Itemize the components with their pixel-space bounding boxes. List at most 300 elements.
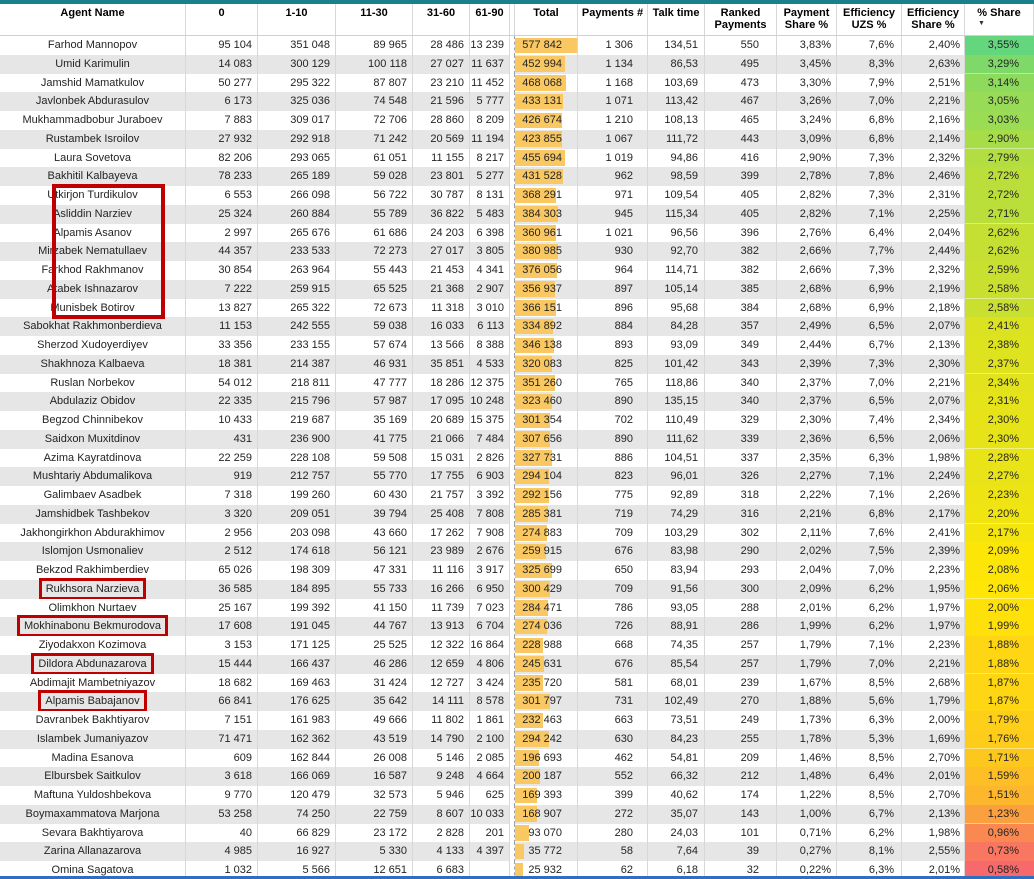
ranked-cell[interactable]: 495 xyxy=(705,55,777,75)
b11_30-cell[interactable]: 43 660 xyxy=(336,524,413,544)
eff_uzs-cell[interactable]: 6,3% xyxy=(837,711,902,731)
total-cell[interactable] xyxy=(515,674,578,694)
column-header-payments[interactable] xyxy=(578,4,648,35)
share-pct-cell-colored[interactable]: 2,27% xyxy=(965,467,1034,487)
name-cell[interactable] xyxy=(0,411,186,431)
table-row[interactable] xyxy=(0,580,1034,599)
table-row[interactable] xyxy=(0,205,1034,224)
total-cell[interactable] xyxy=(515,280,578,300)
b31_60-cell[interactable]: 5 946 xyxy=(413,786,470,806)
b11_30-cell[interactable]: 72 273 xyxy=(336,242,413,262)
b1_10-cell[interactable]: 162 362 xyxy=(258,730,336,750)
eff_uzs-cell[interactable]: 6,9% xyxy=(837,280,902,300)
b0-cell[interactable]: 71 471 xyxy=(186,730,258,750)
eff_share-cell[interactable]: 1,97% xyxy=(902,599,965,619)
eff_uzs-cell[interactable]: 7,9% xyxy=(837,74,902,94)
payments-cell[interactable]: 897 xyxy=(578,280,648,300)
name-cell[interactable] xyxy=(0,336,186,356)
talk-cell[interactable]: 91,56 xyxy=(648,580,705,600)
b11_30-cell[interactable]: 43 519 xyxy=(336,730,413,750)
table-row[interactable] xyxy=(0,786,1034,805)
talk-cell[interactable]: 74,29 xyxy=(648,505,705,525)
pay_share-cell[interactable]: 1,99% xyxy=(777,617,837,637)
b1_10-cell[interactable]: 219 687 xyxy=(258,411,336,431)
total-cell[interactable] xyxy=(515,617,578,637)
payments-cell[interactable]: 1 019 xyxy=(578,149,648,169)
total-cell[interactable] xyxy=(515,111,578,131)
table-row[interactable] xyxy=(0,336,1034,355)
talk-cell[interactable]: 96,56 xyxy=(648,224,705,244)
eff_uzs-cell[interactable]: 5,6% xyxy=(837,692,902,712)
talk-cell[interactable]: 115,34 xyxy=(648,205,705,225)
b0-cell[interactable]: 609 xyxy=(186,749,258,769)
payments-cell[interactable]: 886 xyxy=(578,449,648,469)
share-pct-cell-colored[interactable]: 2,06% xyxy=(965,580,1034,600)
eff_share-cell[interactable]: 2,30% xyxy=(902,355,965,375)
name-cell[interactable] xyxy=(0,299,186,319)
b61_90-cell[interactable]: 7 484 xyxy=(470,430,510,450)
ranked-cell[interactable]: 405 xyxy=(705,205,777,225)
eff_uzs-cell[interactable]: 7,7% xyxy=(837,242,902,262)
table-row[interactable] xyxy=(0,261,1034,280)
b31_60-cell[interactable]: 16 266 xyxy=(413,580,470,600)
eff_share-cell[interactable]: 2,01% xyxy=(902,861,965,879)
table-row[interactable] xyxy=(0,486,1034,505)
eff_uzs-cell[interactable]: 6,5% xyxy=(837,430,902,450)
table-row[interactable] xyxy=(0,299,1034,318)
pay_share-cell[interactable]: 0,22% xyxy=(777,861,837,879)
b0-cell[interactable]: 13 827 xyxy=(186,299,258,319)
ranked-cell[interactable]: 286 xyxy=(705,617,777,637)
talk-cell[interactable]: 66,32 xyxy=(648,767,705,787)
name-cell[interactable] xyxy=(0,674,186,694)
eff_share-cell[interactable]: 2,13% xyxy=(902,805,965,825)
name-cell[interactable] xyxy=(0,36,186,56)
pay_share-cell[interactable]: 3,83% xyxy=(777,36,837,56)
name-cell[interactable] xyxy=(0,542,186,562)
b0-cell[interactable]: 4 985 xyxy=(186,842,258,862)
b0-cell[interactable]: 7 222 xyxy=(186,280,258,300)
eff_share-cell[interactable]: 2,07% xyxy=(902,392,965,412)
pay_share-cell[interactable]: 2,09% xyxy=(777,580,837,600)
payments-cell[interactable]: 1 306 xyxy=(578,36,648,56)
table-row[interactable] xyxy=(0,242,1034,261)
b61_90-cell[interactable]: 8 209 xyxy=(470,111,510,131)
pay_share-cell[interactable]: 2,30% xyxy=(777,411,837,431)
b61_90-cell[interactable]: 201 xyxy=(470,824,510,844)
share-pct-cell-colored[interactable]: 2,28% xyxy=(965,449,1034,469)
b0-cell[interactable]: 22 259 xyxy=(186,449,258,469)
name-cell[interactable] xyxy=(0,711,186,731)
payments-cell[interactable]: 1 134 xyxy=(578,55,648,75)
name-cell[interactable] xyxy=(0,55,186,75)
b11_30-cell[interactable]: 57 674 xyxy=(336,336,413,356)
eff_share-cell[interactable]: 2,51% xyxy=(902,74,965,94)
b1_10-cell[interactable]: 259 915 xyxy=(258,280,336,300)
b0-cell[interactable]: 66 841 xyxy=(186,692,258,712)
total-cell[interactable] xyxy=(515,824,578,844)
b11_30-cell[interactable]: 57 987 xyxy=(336,392,413,412)
payments-cell[interactable]: 825 xyxy=(578,355,648,375)
b0-cell[interactable]: 6 553 xyxy=(186,186,258,206)
payments-cell[interactable]: 668 xyxy=(578,636,648,656)
name-cell[interactable] xyxy=(0,92,186,112)
b61_90-cell[interactable]: 3 917 xyxy=(470,561,510,581)
pay_share-cell[interactable]: 2,02% xyxy=(777,542,837,562)
total-cell[interactable] xyxy=(515,392,578,412)
payments-cell[interactable]: 1 071 xyxy=(578,92,648,112)
b61_90-cell[interactable]: 6 950 xyxy=(470,580,510,600)
pay_share-cell[interactable]: 1,00% xyxy=(777,805,837,825)
eff_share-cell[interactable]: 2,39% xyxy=(902,542,965,562)
pay_share-cell[interactable]: 1,79% xyxy=(777,655,837,675)
talk-cell[interactable]: 74,35 xyxy=(648,636,705,656)
ranked-cell[interactable]: 340 xyxy=(705,392,777,412)
eff_uzs-cell[interactable]: 7,5% xyxy=(837,542,902,562)
b11_30-cell[interactable]: 56 121 xyxy=(336,542,413,562)
eff_uzs-cell[interactable]: 6,8% xyxy=(837,505,902,525)
talk-cell[interactable]: 88,91 xyxy=(648,617,705,637)
share-pct-cell-colored[interactable]: 2,90% xyxy=(965,130,1034,150)
b31_60-cell[interactable]: 12 659 xyxy=(413,655,470,675)
b31_60-cell[interactable]: 36 822 xyxy=(413,205,470,225)
ranked-cell[interactable]: 443 xyxy=(705,130,777,150)
share-pct-cell-colored[interactable]: 1,87% xyxy=(965,674,1034,694)
pay_share-cell[interactable]: 2,44% xyxy=(777,336,837,356)
b0-cell[interactable]: 25 324 xyxy=(186,205,258,225)
b0-cell[interactable]: 14 083 xyxy=(186,55,258,75)
table-row[interactable] xyxy=(0,505,1034,524)
ranked-cell[interactable]: 382 xyxy=(705,242,777,262)
share-pct-cell-colored[interactable]: 2,58% xyxy=(965,299,1034,319)
talk-cell[interactable]: 24,03 xyxy=(648,824,705,844)
table-row[interactable] xyxy=(0,280,1034,299)
share-pct-cell-colored[interactable]: 1,88% xyxy=(965,636,1034,656)
b0-cell[interactable]: 82 206 xyxy=(186,149,258,169)
b61_90-cell[interactable]: 4 806 xyxy=(470,655,510,675)
b0-cell[interactable]: 17 608 xyxy=(186,617,258,637)
payments-cell[interactable]: 962 xyxy=(578,167,648,187)
share-pct-cell-colored[interactable]: 1,51% xyxy=(965,786,1034,806)
pay_share-cell[interactable]: 1,73% xyxy=(777,711,837,731)
talk-cell[interactable]: 110,49 xyxy=(648,411,705,431)
eff_uzs-cell[interactable]: 6,3% xyxy=(837,449,902,469)
eff_uzs-cell[interactable]: 6,4% xyxy=(837,224,902,244)
pay_share-cell[interactable]: 2,37% xyxy=(777,374,837,394)
table-row[interactable] xyxy=(0,467,1034,486)
b11_30-cell[interactable]: 47 331 xyxy=(336,561,413,581)
pay_share-cell[interactable]: 2,82% xyxy=(777,186,837,206)
table-row[interactable] xyxy=(0,374,1034,393)
payments-cell[interactable]: 663 xyxy=(578,711,648,731)
payments-cell[interactable]: 552 xyxy=(578,767,648,787)
table-row[interactable] xyxy=(0,36,1034,55)
talk-cell[interactable]: 83,98 xyxy=(648,542,705,562)
talk-cell[interactable]: 105,14 xyxy=(648,280,705,300)
share-pct-cell-colored[interactable]: 1,23% xyxy=(965,805,1034,825)
name-cell[interactable] xyxy=(0,730,186,750)
name-cell[interactable] xyxy=(0,224,186,244)
share-pct-cell-colored[interactable]: 2,58% xyxy=(965,280,1034,300)
b1_10-cell[interactable]: 66 829 xyxy=(258,824,336,844)
payments-cell[interactable]: 676 xyxy=(578,542,648,562)
pay_share-cell[interactable]: 0,71% xyxy=(777,824,837,844)
pay_share-cell[interactable]: 3,09% xyxy=(777,130,837,150)
eff_share-cell[interactable]: 2,70% xyxy=(902,749,965,769)
b1_10-cell[interactable]: 203 098 xyxy=(258,524,336,544)
b11_30-cell[interactable]: 55 443 xyxy=(336,261,413,281)
b31_60-cell[interactable]: 20 569 xyxy=(413,130,470,150)
b11_30-cell[interactable]: 32 573 xyxy=(336,786,413,806)
share-pct-cell-colored[interactable]: 1,99% xyxy=(965,617,1034,637)
b61_90-cell[interactable]: 11 637 xyxy=(470,55,510,75)
total-cell[interactable] xyxy=(515,655,578,675)
talk-cell[interactable]: 118,86 xyxy=(648,374,705,394)
total-cell[interactable] xyxy=(515,374,578,394)
payments-cell[interactable]: 62 xyxy=(578,861,648,879)
ranked-cell[interactable]: 399 xyxy=(705,167,777,187)
b0-cell[interactable]: 54 012 xyxy=(186,374,258,394)
b1_10-cell[interactable]: 120 479 xyxy=(258,786,336,806)
eff_share-cell[interactable]: 2,13% xyxy=(902,336,965,356)
table-row[interactable] xyxy=(0,449,1034,468)
b1_10-cell[interactable]: 212 757 xyxy=(258,467,336,487)
name-cell[interactable] xyxy=(0,261,186,281)
talk-cell[interactable]: 108,13 xyxy=(648,111,705,131)
eff_share-cell[interactable]: 2,34% xyxy=(902,411,965,431)
b31_60-cell[interactable]: 11 802 xyxy=(413,711,470,731)
total-cell[interactable] xyxy=(515,599,578,619)
talk-cell[interactable]: 103,69 xyxy=(648,74,705,94)
column-header-ranked[interactable] xyxy=(705,4,777,35)
talk-cell[interactable]: 7,64 xyxy=(648,842,705,862)
payments-cell[interactable]: 702 xyxy=(578,411,648,431)
payments-cell[interactable]: 823 xyxy=(578,467,648,487)
b0-cell[interactable]: 2 512 xyxy=(186,542,258,562)
share-pct-cell-colored[interactable]: 3,03% xyxy=(965,111,1034,131)
b61_90-cell[interactable]: 2 676 xyxy=(470,542,510,562)
b0-cell[interactable]: 7 151 xyxy=(186,711,258,731)
payments-cell[interactable]: 786 xyxy=(578,599,648,619)
column-header-total[interactable] xyxy=(515,4,578,35)
b1_10-cell[interactable]: 174 618 xyxy=(258,542,336,562)
table-row[interactable] xyxy=(0,805,1034,824)
ranked-cell[interactable]: 416 xyxy=(705,149,777,169)
share-pct-cell-colored[interactable]: 0,96% xyxy=(965,824,1034,844)
b61_90-cell[interactable]: 2 907 xyxy=(470,280,510,300)
b1_10-cell[interactable]: 74 250 xyxy=(258,805,336,825)
talk-cell[interactable]: 85,54 xyxy=(648,655,705,675)
name-cell[interactable] xyxy=(0,749,186,769)
column-header-talk[interactable] xyxy=(648,4,705,35)
eff_share-cell[interactable]: 2,55% xyxy=(902,842,965,862)
eff_share-cell[interactable]: 1,79% xyxy=(902,692,965,712)
payments-cell[interactable]: 719 xyxy=(578,505,648,525)
table-row[interactable] xyxy=(0,92,1034,111)
share-pct-cell-colored[interactable]: 3,05% xyxy=(965,92,1034,112)
b61_90-cell[interactable]: 11 194 xyxy=(470,130,510,150)
b11_30-cell[interactable]: 55 789 xyxy=(336,205,413,225)
eff_share-cell[interactable]: 2,16% xyxy=(902,111,965,131)
b61_90-cell[interactable]: 4 341 xyxy=(470,261,510,281)
share-pct-cell-colored[interactable]: 2,41% xyxy=(965,317,1034,337)
pay_share-cell[interactable]: 1,22% xyxy=(777,786,837,806)
b1_10-cell[interactable]: 198 309 xyxy=(258,561,336,581)
b0-cell[interactable]: 30 854 xyxy=(186,261,258,281)
ranked-cell[interactable]: 288 xyxy=(705,599,777,619)
ranked-cell[interactable]: 318 xyxy=(705,486,777,506)
payments-cell[interactable]: 1 021 xyxy=(578,224,648,244)
eff_uzs-cell[interactable]: 6,8% xyxy=(837,111,902,131)
total-cell[interactable] xyxy=(515,355,578,375)
b0-cell[interactable]: 1 032 xyxy=(186,861,258,879)
b11_30-cell[interactable]: 41 775 xyxy=(336,430,413,450)
ranked-cell[interactable]: 473 xyxy=(705,74,777,94)
column-header-b1_10[interactable] xyxy=(258,4,336,35)
pay_share-cell[interactable]: 2,36% xyxy=(777,430,837,450)
total-cell[interactable] xyxy=(515,805,578,825)
b61_90-cell[interactable]: 5 777 xyxy=(470,92,510,112)
b0-cell[interactable]: 10 433 xyxy=(186,411,258,431)
table-row[interactable] xyxy=(0,655,1034,674)
eff_share-cell[interactable]: 1,97% xyxy=(902,617,965,637)
b1_10-cell[interactable]: 351 048 xyxy=(258,36,336,56)
pay_share-cell[interactable]: 2,01% xyxy=(777,599,837,619)
b1_10-cell[interactable]: 292 918 xyxy=(258,130,336,150)
b1_10-cell[interactable]: 199 260 xyxy=(258,486,336,506)
total-cell[interactable] xyxy=(515,55,578,75)
total-cell[interactable] xyxy=(515,711,578,731)
b31_60-cell[interactable]: 21 757 xyxy=(413,486,470,506)
pay_share-cell[interactable]: 2,90% xyxy=(777,149,837,169)
ranked-cell[interactable]: 257 xyxy=(705,636,777,656)
b31_60-cell[interactable]: 12 322 xyxy=(413,636,470,656)
total-cell[interactable] xyxy=(515,261,578,281)
eff_uzs-cell[interactable]: 8,5% xyxy=(837,749,902,769)
eff_uzs-cell[interactable]: 6,8% xyxy=(837,130,902,150)
b0-cell[interactable]: 7 318 xyxy=(186,486,258,506)
b11_30-cell[interactable]: 31 424 xyxy=(336,674,413,694)
payments-cell[interactable]: 1 067 xyxy=(578,130,648,150)
b1_10-cell[interactable]: 162 844 xyxy=(258,749,336,769)
b61_90-cell[interactable]: 3 010 xyxy=(470,299,510,319)
ranked-cell[interactable]: 290 xyxy=(705,542,777,562)
table-row[interactable] xyxy=(0,186,1034,205)
b1_10-cell[interactable]: 236 900 xyxy=(258,430,336,450)
total-cell[interactable] xyxy=(515,130,578,150)
name-cell[interactable] xyxy=(0,392,186,412)
eff_uzs-cell[interactable]: 6,2% xyxy=(837,824,902,844)
b61_90-cell[interactable] xyxy=(470,861,510,879)
b11_30-cell[interactable]: 56 722 xyxy=(336,186,413,206)
b1_10-cell[interactable]: 265 322 xyxy=(258,299,336,319)
talk-cell[interactable]: 134,51 xyxy=(648,36,705,56)
ranked-cell[interactable]: 143 xyxy=(705,805,777,825)
b31_60-cell[interactable]: 11 318 xyxy=(413,299,470,319)
sort-descending-icon[interactable]: ▼ xyxy=(978,20,985,27)
payments-cell[interactable]: 462 xyxy=(578,749,648,769)
ranked-cell[interactable]: 343 xyxy=(705,355,777,375)
b31_60-cell[interactable]: 21 596 xyxy=(413,92,470,112)
name-cell[interactable] xyxy=(0,617,186,637)
b0-cell[interactable]: 7 883 xyxy=(186,111,258,131)
b0-cell[interactable]: 6 173 xyxy=(186,92,258,112)
eff_uzs-cell[interactable]: 7,3% xyxy=(837,186,902,206)
b61_90-cell[interactable]: 4 664 xyxy=(470,767,510,787)
b11_30-cell[interactable]: 23 172 xyxy=(336,824,413,844)
eff_uzs-cell[interactable]: 7,6% xyxy=(837,524,902,544)
column-header-b61_90[interactable] xyxy=(470,4,510,35)
ranked-cell[interactable]: 255 xyxy=(705,730,777,750)
b61_90-cell[interactable]: 7 808 xyxy=(470,505,510,525)
column-header-eff_uzs[interactable] xyxy=(837,4,902,35)
b0-cell[interactable]: 78 233 xyxy=(186,167,258,187)
eff_uzs-cell[interactable]: 7,0% xyxy=(837,655,902,675)
payments-cell[interactable]: 893 xyxy=(578,336,648,356)
b11_30-cell[interactable]: 59 508 xyxy=(336,449,413,469)
b11_30-cell[interactable]: 74 548 xyxy=(336,92,413,112)
b0-cell[interactable]: 15 444 xyxy=(186,655,258,675)
total-cell[interactable] xyxy=(515,692,578,712)
eff_share-cell[interactable]: 2,07% xyxy=(902,317,965,337)
ranked-cell[interactable]: 550 xyxy=(705,36,777,56)
table-row[interactable] xyxy=(0,224,1034,243)
eff_share-cell[interactable]: 1,95% xyxy=(902,580,965,600)
payments-cell[interactable]: 709 xyxy=(578,580,648,600)
b31_60-cell[interactable]: 2 828 xyxy=(413,824,470,844)
table-row[interactable] xyxy=(0,824,1034,843)
pay_share-cell[interactable]: 1,79% xyxy=(777,636,837,656)
talk-cell[interactable]: 109,54 xyxy=(648,186,705,206)
ranked-cell[interactable]: 329 xyxy=(705,411,777,431)
eff_uzs-cell[interactable]: 6,3% xyxy=(837,861,902,879)
talk-cell[interactable]: 135,15 xyxy=(648,392,705,412)
eff_share-cell[interactable]: 2,00% xyxy=(902,711,965,731)
b11_30-cell[interactable]: 59 028 xyxy=(336,167,413,187)
b0-cell[interactable]: 2 956 xyxy=(186,524,258,544)
column-header-b0[interactable] xyxy=(186,4,258,35)
pay_share-cell[interactable]: 2,39% xyxy=(777,355,837,375)
ranked-cell[interactable]: 300 xyxy=(705,580,777,600)
b11_30-cell[interactable]: 55 733 xyxy=(336,580,413,600)
b61_90-cell[interactable]: 4 533 xyxy=(470,355,510,375)
talk-cell[interactable]: 92,89 xyxy=(648,486,705,506)
b11_30-cell[interactable]: 35 169 xyxy=(336,411,413,431)
b1_10-cell[interactable]: 260 884 xyxy=(258,205,336,225)
talk-cell[interactable]: 98,59 xyxy=(648,167,705,187)
share-pct-cell-colored[interactable]: 0,58% xyxy=(965,861,1034,879)
eff_uzs-cell[interactable]: 7,1% xyxy=(837,636,902,656)
ranked-cell[interactable]: 396 xyxy=(705,224,777,244)
share-pct-cell-colored[interactable]: 3,55% xyxy=(965,36,1034,56)
table-row[interactable] xyxy=(0,636,1034,655)
b0-cell[interactable]: 9 770 xyxy=(186,786,258,806)
b11_30-cell[interactable]: 41 150 xyxy=(336,599,413,619)
column-header-eff_share[interactable] xyxy=(902,4,965,35)
ranked-cell[interactable]: 302 xyxy=(705,524,777,544)
b11_30-cell[interactable]: 55 770 xyxy=(336,467,413,487)
share-pct-cell-colored[interactable]: 2,00% xyxy=(965,599,1034,619)
eff_share-cell[interactable]: 2,21% xyxy=(902,655,965,675)
ranked-cell[interactable]: 382 xyxy=(705,261,777,281)
eff_uzs-cell[interactable]: 7,6% xyxy=(837,36,902,56)
talk-cell[interactable]: 40,62 xyxy=(648,786,705,806)
ranked-cell[interactable]: 384 xyxy=(705,299,777,319)
eff_uzs-cell[interactable]: 6,2% xyxy=(837,599,902,619)
share-pct-cell-colored[interactable]: 1,87% xyxy=(965,692,1034,712)
b31_60-cell[interactable]: 6 683 xyxy=(413,861,470,879)
b61_90-cell[interactable]: 7 023 xyxy=(470,599,510,619)
